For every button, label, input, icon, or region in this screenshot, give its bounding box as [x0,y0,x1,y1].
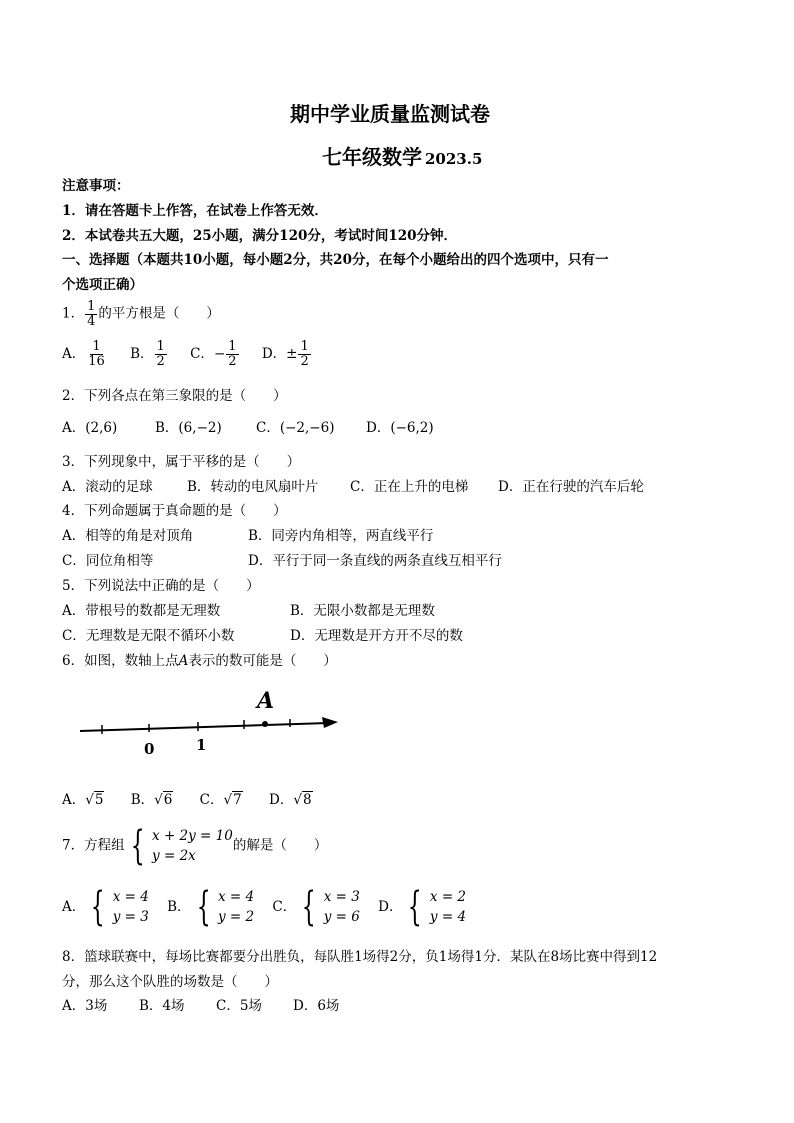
sqrt-sign-icon: √ [154,792,163,808]
q1-number: 1． [62,305,85,322]
q4-option-d: D．平行于同一条直线的两条直线互相平行 [248,553,502,569]
sqrt-sign-icon: √ [293,792,302,808]
q7-option-a: A． { x = 4 y = 3 [62,884,149,930]
page-subtitle [322,141,482,170]
q1-stem [62,300,220,328]
q5-stem: 5．下列说法中正确的是（ ） [62,578,260,594]
q1-option-d: D．± $\frac{1}{2}$ [261,339,309,369]
q4-option-b: B．同旁内角相等，两直线平行 [248,528,434,544]
tick-label-0: 0 [144,740,155,758]
sqrt-sign-icon: √ [223,792,233,808]
q2-option-b: B．(6,−2) [155,420,222,436]
q1-option-c: C．− $\frac{1}{2}$ [190,339,237,369]
q3-option-d: D．正在行驶的汽车后轮 [498,479,644,495]
q6-number-line-figure [76,684,340,764]
q7-options [62,884,467,930]
q8-option-c: C．5场 [216,998,262,1014]
q3-option-a: A．滚动的足球 [62,479,153,495]
q1-option-b: B． $\frac{1}{2}$ [130,339,165,369]
section1-heading-line1: 一、选择题（本题共10小题，每小题2分，共20分，在每个小题给出的四个选项中，只有一 [62,252,609,268]
q7-option-b: B． { x = 4 y = 2 [167,884,255,930]
q3-stem: 3．下列现象中，属于平移的是（ ） [62,454,301,470]
q8-option-a: A．3场 [62,998,108,1014]
q6-point-variable: A [178,653,189,669]
subtitle-year: 2023.5 [425,150,483,168]
number-line-axis [80,723,328,731]
point-a-label: A [257,688,275,714]
q1-text: 的平方根是（ ） [98,305,220,322]
q7-option-c: C． { x = 3 y = 6 [272,884,360,930]
q5-option-d: D．无理数是开方开不尽的数 [290,628,463,644]
q6-option-a: A．√5 [62,792,104,808]
q2-option-a: A．(2,6) [62,420,118,436]
q4-stem: 4．下列命题属于真命题的是（ ） [62,503,287,519]
q8-option-d: D．6场 [293,998,340,1014]
q4-option-a: A．相等的角是对顶角 [62,528,194,544]
q6-option-d: D．√8 [269,792,312,808]
q8-stem-line1: 8．篮球联赛中，每场比赛都要分出胜负，每队胜1场得2分，负1场得1分．某队在8场比赛中得到12 [62,949,658,965]
subtitle-main: 七年级数学 [322,145,422,169]
q1-option-a: A． $\frac{1}{16}$ [62,339,105,369]
q1-fraction: $\frac{1}{4}$ [87,299,96,329]
q3-option-c: C．正在上升的电梯 [350,479,469,495]
q5-option-b: B．无限小数都是无理数 [290,603,435,619]
q1-options [62,340,312,368]
q7-option-d: D． { x = 2 y = 4 [378,884,467,930]
q5-option-a: A．带根号的数都是无理数 [62,603,221,619]
note-item-1: 1．请在答题卡上作答，在试卷上作答无效． [62,203,328,219]
q6-stem: 6．如图，数轴上点A表示的数可能是（ ） [62,653,337,669]
q3-option-b: B．转动的电风扇叶片 [187,479,319,495]
q6-options [62,788,313,808]
section1-heading-line2: 个选项正确） [62,277,143,293]
q6-option-b: B．√6 [130,792,173,808]
q5-option-c: C．无理数是无限不循环小数 [62,628,235,644]
q8-stem-line2: 分，那么这个队胜的场数是（ ） [62,974,278,990]
q6-option-c: C．√7 [199,792,242,808]
q8-option-b: B．4场 [139,998,185,1014]
point-a-marker [262,721,268,727]
page-title: 期中学业质量监测试卷 [290,102,490,126]
q4-option-c: C．同位角相等 [62,553,154,569]
notes-heading: 注意事项： [62,178,130,194]
q2-stem: 2．下列各点在第三象限的是（ ） [62,388,287,404]
q2-option-c: C．(−2,−6) [256,420,335,436]
tick-label-1: 1 [196,736,207,754]
number-line-arrow-icon [322,717,338,728]
q2-option-d: D．(−6,2) [366,420,434,436]
note-item-2: 2．本试卷共五大题，25小题，满分120分，考试时间120分钟． [62,228,458,244]
q7-stem: 7．方程组 { x + 2y = 10 y = 2x 的解是（ ） [62,823,328,869]
q7-equation-system: { x + 2y = 10 y = 2x [130,823,233,869]
sqrt-sign-icon: √ [85,792,94,808]
